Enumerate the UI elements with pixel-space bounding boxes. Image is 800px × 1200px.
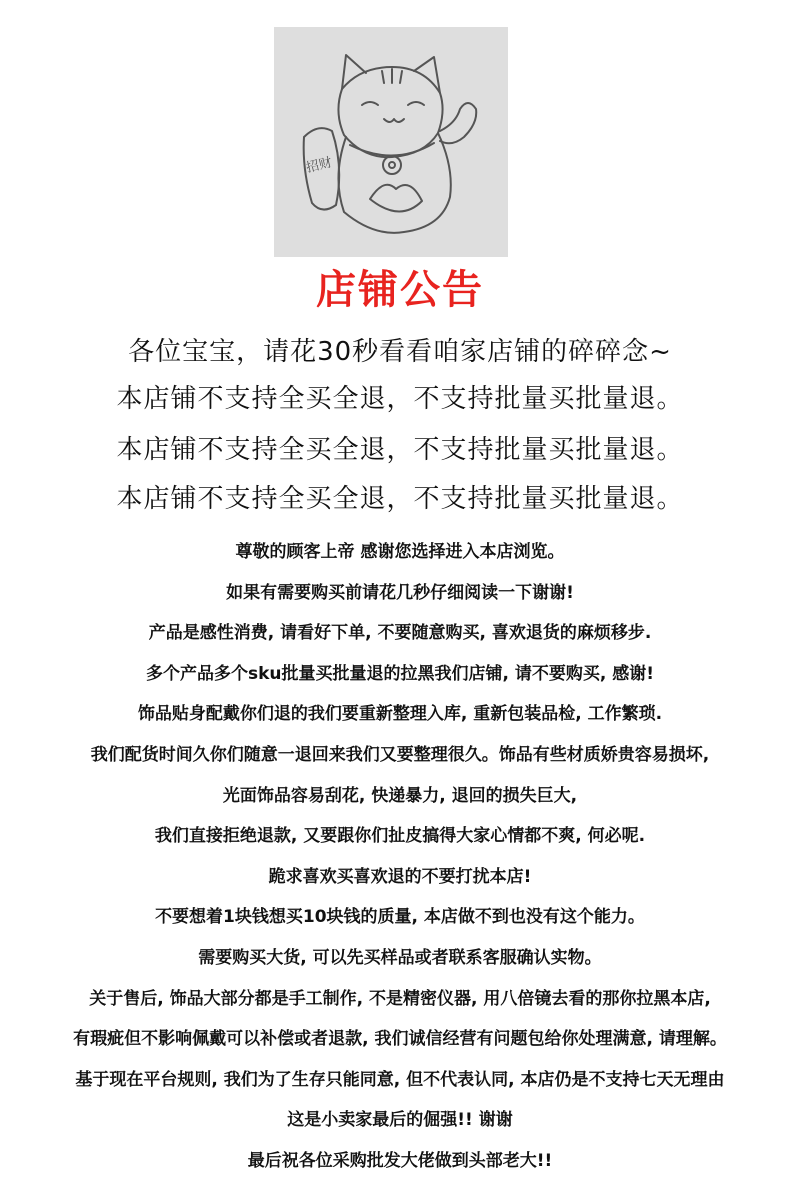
notice-line: 产品是感性消费, 请看好下单, 不要随意购买, 喜欢退货的麻烦移步. <box>148 623 652 644</box>
notice-line: 如果有需要购买前请花几秒仔细阅读一下谢谢! <box>226 582 574 603</box>
notice-line: 关于售后, 饰品大部分都是手工制作, 不是精密仪器, 用八倍镜去看的那你拉黑本店, <box>89 988 711 1009</box>
intro-line: 本店铺不支持全买全退，不支持批量买批量退。 <box>116 484 684 514</box>
notice-line: 我们直接拒绝退款, 又要跟你们扯皮搞得大家心情都不爽, 何必呢. <box>154 826 646 847</box>
notice-line: 这是小卖家最后的倔强!! 谢谢 <box>287 1110 513 1131</box>
intro-line: 本店铺不支持全买全退，不支持批量买批量退。 <box>116 384 684 414</box>
notice-line: 多个产品多个sku批量买批量退的拉黑我们店铺, 请不要购买, 感谢! <box>145 663 655 684</box>
notice-line: 基于现在平台规则, 我们为了生存只能同意, 但不代表认同, 本店仍是不支持七天无理由 <box>75 1069 725 1090</box>
notice-line: 光面饰品容易刮花, 快递暴力, 退回的损失巨大, <box>222 785 578 806</box>
notice-line: 尊敬的顾客上帝 感谢您选择进入本店浏览。 <box>235 542 565 562</box>
intro-line: 本店铺不支持全买全退，不支持批量买批量退。 <box>116 435 684 465</box>
notice-line: 跪求喜欢买喜欢退的不要打扰本店! <box>268 866 532 887</box>
announcement-title: 店铺公告 <box>316 267 484 313</box>
notice-line: 最后祝各位采购批发大佬做到头部老大!! <box>247 1150 553 1171</box>
notice-line: 我们配货时间久你们随意一退回来我们又要整理很久。饰品有些材质娇贵容易损坏, <box>90 744 710 765</box>
notice-body <box>0 532 800 1182</box>
svg-text:招财: 招财 <box>304 155 334 177</box>
lucky-cat-icon <box>274 27 508 257</box>
notice-line: 不要想着1块钱想买10块钱的质量, 本店做不到也没有这个能力。 <box>155 907 645 928</box>
intro-line: 各位宝宝，请花30秒看看咱家店铺的碎碎念~ <box>128 337 672 367</box>
lucky-cat-sketch-image <box>274 27 508 257</box>
notice-line: 饰品贴身配戴你们退的我们要重新整理入库, 重新包装品检, 工作繁琐. <box>137 704 663 725</box>
notice-line: 有瑕疵但不影响佩戴可以补偿或者退款, 我们诚信经营有问题包给你处理满意, 请理解。 <box>73 1029 727 1050</box>
notice-line: 需要购买大货, 可以先买样品或者联系客服确认实物。 <box>198 947 602 968</box>
